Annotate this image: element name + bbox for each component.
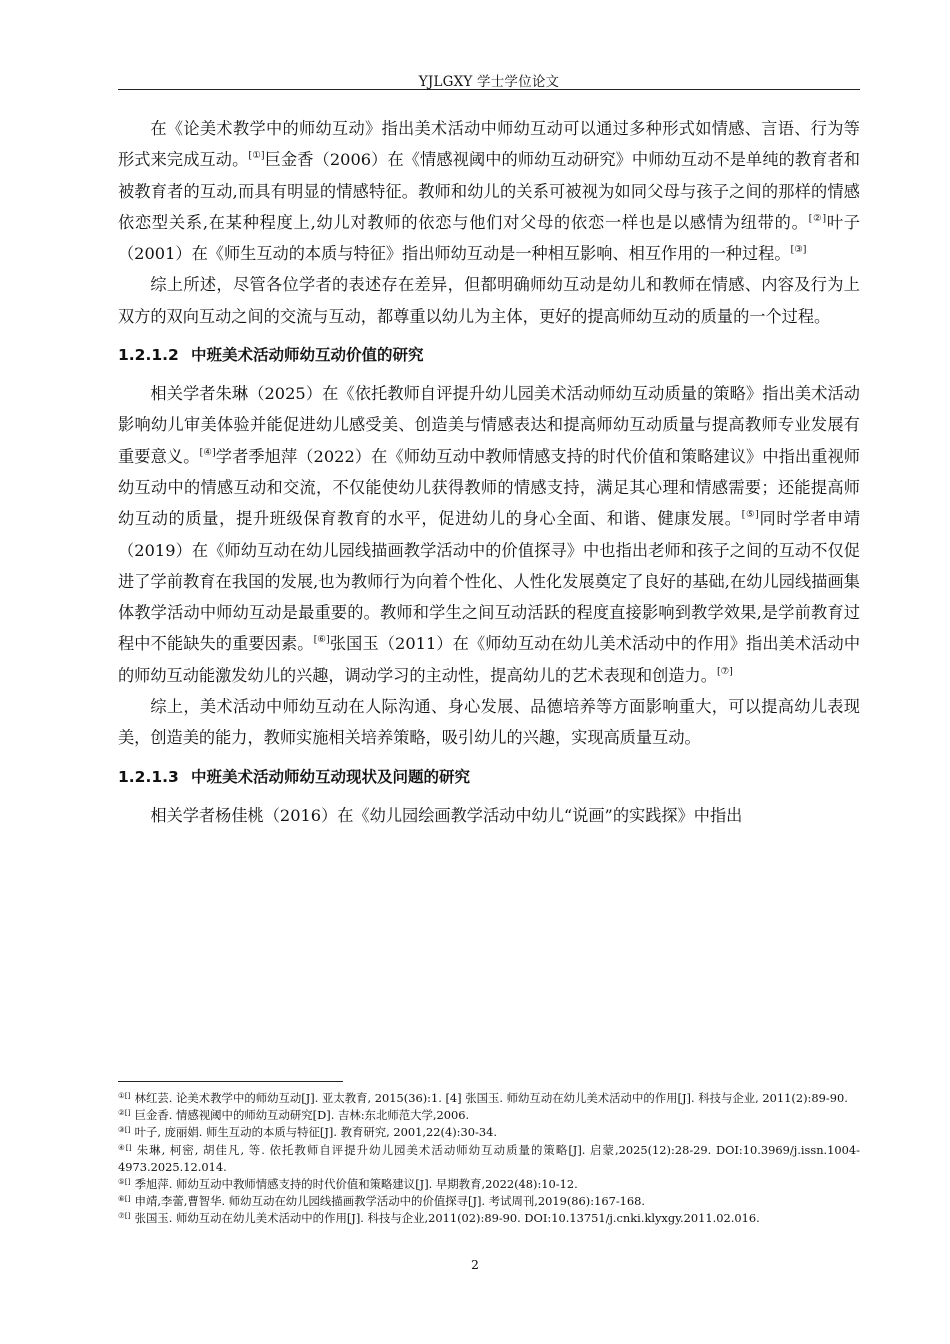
citation-marker: [④] — [199, 446, 216, 458]
footnote-text: 林红芸. 论美术教学中的师幼互动[J]. 亚太教育, 2015(36):1. [4] 张国玉. 师幼互动在幼儿美术活动中的作用[J]. 科技与企业, 2011(2):89-90. — [134, 1091, 848, 1105]
section-number: 1.2.1.3 — [118, 767, 179, 786]
paragraph-text: 相关学者杨佳桃（2016）在《幼儿园绘画教学活动中幼儿“说画”的实践探》中指出 — [150, 805, 743, 825]
page-body — [118, 113, 860, 831]
paragraph — [118, 269, 860, 332]
paragraph-text: 学者季旭萍（2022）在《师幼互动中教师情感支持的时代价值和策略建议》中指出重视师幼互动中的情感互动和交流，不仅能使幼儿获得教师的情感支持，满足其心理和情感需要；还能提高师幼互动的质量，提升班级保育教育的水平，促进幼儿的身心全面、和谐、健康发展。 — [118, 446, 860, 529]
paragraph-text: 叶子（2001）在《师生互动的本质与特征》指出师幼互动是一种相互影响、相互作用的一种过程。 — [118, 212, 860, 264]
citation-marker: [①] — [248, 150, 265, 162]
footnote-mark: ⑤[] — [118, 1177, 131, 1187]
paragraph — [118, 691, 860, 754]
footnote-mark: ②[] — [118, 1108, 131, 1118]
paragraph — [118, 113, 860, 269]
footnote-text: 张国玉. 师幼互动在幼儿美术活动中的作用[J]. 科技与企业,2011(02):89-90. DOI:10.13751/j.cnki.klyxgy.2011.02.016. — [134, 1211, 760, 1226]
section-title: 中班美术活动师幼互动现状及问题的研究 — [191, 767, 471, 786]
header-title-text: YJLGXY 学士学位论文 — [418, 74, 560, 90]
footnote — [118, 1176, 860, 1193]
section-heading — [118, 332, 860, 378]
footnote-separator — [118, 1081, 343, 1082]
section-number: 1.2.1.2 — [118, 346, 179, 365]
footnote-text: 叶子, 庞丽娟. 师生互动的本质与特征[J]. 教育研究, 2001,22(4):30-34. — [134, 1125, 497, 1140]
paragraph — [118, 378, 860, 691]
footnote-text: 申靖,李蕾,曹智华. 师幼互动在幼儿园线描画教学活动中的价值探寻[J]. 考试周刊,2019(86):167-168. — [134, 1194, 646, 1209]
citation-marker: [③] — [790, 244, 807, 256]
paragraph-text: 相关学者朱琳（2025）在《依托教师自评提升幼儿园美术活动师幼互动质量的策略》指出美术活动影响幼儿审美体验并能促进幼儿感受美、创造美与情感表达和提高师幼互动质量与提高教师专业发展有重要意义。 — [118, 384, 860, 466]
footnote-text: 巨金香. 情感视阈中的师幼互动研究[D]. 吉林:东北师范大学,2006. — [134, 1108, 470, 1123]
footnotes — [118, 1090, 860, 1228]
paragraph-text: 综上所述，尽管各位学者的表述存在差异，但都明确师幼互动是幼儿和教师在情感、内容及行为上双方的双向互动之间的交流与互动，都尊重以幼儿为主体，更好的提高师幼互动的质量的一个过程。 — [118, 275, 860, 326]
footnote — [118, 1210, 860, 1227]
citation-marker: [②] — [808, 212, 827, 224]
page-header — [118, 70, 860, 92]
citation-marker: [⑥] — [313, 634, 330, 646]
section-title: 中班美术活动师幼互动价值的研究 — [191, 346, 424, 365]
paragraph-text: 综上，美术活动中师幼互动在人际沟通、身心发展、品德培养等方面影响重大，可以提高幼儿表现美，创造美的能力，教师实施相关培养策略，吸引幼儿的兴趣，实现高质量互动。 — [118, 697, 860, 748]
paragraph-text: 巨金香（2006）在《情感视阈中的师幼互动研究》中师幼互动不是单纯的教育者和被教育者的互动,而具有明显的情感特征。教师和幼儿的关系可被视为如同父母与孩子之间的那样的情感依恋型关系,在某种程度上,幼儿对教师的依恋与他们对父母的依恋一样也是以感情为纽带的。 — [118, 150, 860, 232]
section-heading — [118, 754, 860, 800]
footnote-mark: ①[] — [118, 1091, 131, 1100]
footnote-mark: ⑦[] — [118, 1211, 131, 1221]
footnote — [118, 1142, 860, 1176]
footnote — [118, 1193, 860, 1210]
citation-marker: [⑦] — [716, 665, 733, 677]
paragraph-text: 张国玉（2011）在《师幼互动在幼儿美术活动中的作用》指出美术活动中的师幼互动能激发幼儿的兴趣，调动学习的主动性，提高幼儿的艺术表现和创造力。 — [118, 634, 861, 685]
citation-marker: [⑤] — [741, 509, 759, 521]
paragraph-text: 在《论美术教学中的师幼互动》指出美术活动中师幼互动可以通过多种形式如情感、言语、行为等形式来完成互动。 — [118, 119, 860, 170]
footnote-mark: ④[] — [118, 1142, 132, 1152]
paragraph-text: 同时学者申靖（2019）在《师幼互动在幼儿园线描画教学活动中的价值探寻》中也指出老师和孩子之间的互动不仅促进了学前教育在我国的发展,也为教师行为向着个性化、人性化发展奠定了良好的基础,在幼儿园线描画集体教学活动中师幼互动是最重要的。教师和学生之间互动活跃的程度直接影响到教学效果,是学前教育过程中不能缺失的重要因素。 — [118, 509, 860, 654]
page-number: 2 — [471, 1257, 479, 1272]
footnote-mark: ③[] — [118, 1125, 131, 1135]
header-title — [118, 70, 860, 90]
footnote — [118, 1124, 860, 1141]
paragraph — [118, 800, 860, 831]
footnote — [118, 1107, 860, 1124]
footnote-text: 季旭萍. 师幼互动中教师情感支持的时代价值和策略建议[J]. 早期教育,2022(48):10-12. — [134, 1177, 578, 1192]
footnote — [118, 1090, 860, 1107]
footnote-mark: ⑥[] — [118, 1194, 131, 1204]
footnote-text: 朱琳, 柯密, 胡佳凡, 等. 依托教师自评提升幼儿园美术活动师幼互动质量的策略[J]. 启蒙,2025(12):28-29. DOI:10.3969/j.issn.1004-4973.2025.12.014. — [118, 1142, 860, 1174]
header-rule — [118, 89, 860, 90]
